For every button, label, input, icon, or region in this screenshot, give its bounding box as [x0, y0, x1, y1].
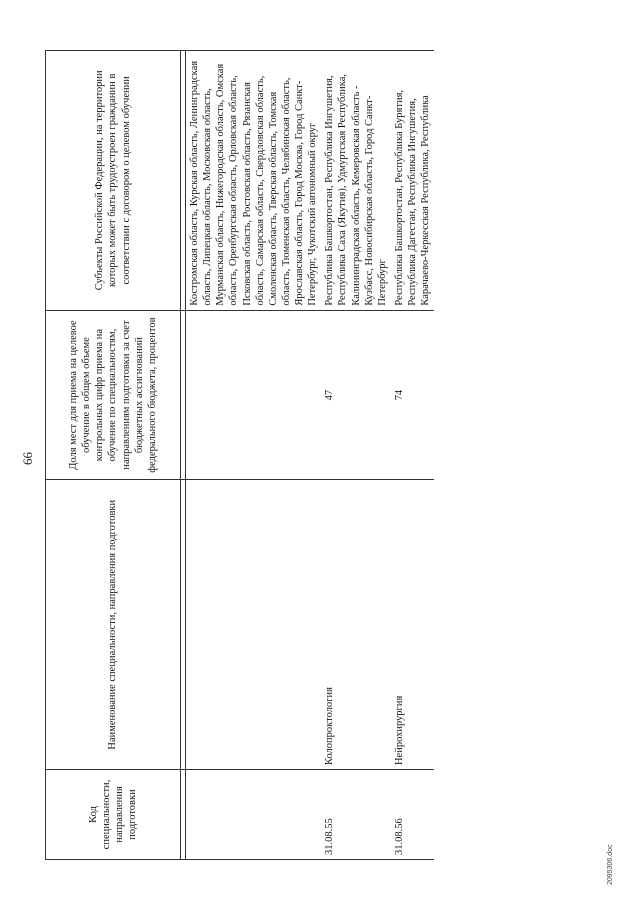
table-row	[186, 51, 322, 860]
cell-regions: Республика Башкортостан, Республика Ингушетия, Республика Саха (Якутия), Удмуртская Республика, Калининградская область, Кемеровская область - Кузбасс, Новосибирская область, Город Санкт-Петербург	[321, 51, 391, 311]
cell-code: 31.08.56	[391, 770, 434, 860]
header-regions: Субъекты Российской Федерации, на территории которых может быть трудоустроен гражданин в соответствии с договором о целевом обучении	[46, 51, 181, 311]
table-row	[391, 51, 434, 860]
cell-name: Колопроктология	[321, 480, 391, 770]
cell-regions: Костромская область, Курская область, Ленинградская область, Липецкая область, Московская область, Мурманская область, Нижегородская область, Омская область, Оренбургская область, Орловская область, Псковская область, Ростовская область, Рязанская область, Самарская область, Свердловская область, Смоленская область, Тверская область, Томская область, Тюменская область, Челябинская область, Ярославская область, Город Москва, Город Санкт-Петербург, Чукотский автономный округ	[186, 51, 322, 311]
table-row	[321, 51, 391, 860]
cell-share	[186, 310, 322, 480]
cell-name	[186, 480, 322, 770]
cell-code: 31.08.55	[321, 770, 391, 860]
cell-share: 74	[391, 310, 434, 480]
header-name: Наименование специальности, направления подготовки	[46, 480, 181, 770]
cell-code	[186, 770, 322, 860]
table-header-row	[46, 51, 181, 860]
document-footer-filename: 2095306.doc	[607, 844, 614, 885]
target-admission-table	[45, 50, 434, 860]
cell-name: Нейрохирургия	[391, 480, 434, 770]
cell-regions: Республика Башкортостан, Республика Бурятия, Республика Дагестан, Республика Ингушетия, Карачаево-Черкесская Республика, Республика	[391, 51, 434, 311]
page-number: 66	[20, 452, 35, 465]
header-code: Код специальности, направления подготовки	[46, 770, 181, 860]
cell-share: 47	[321, 310, 391, 480]
header-share: Доля мест для приема на целевое обучение в общем объеме контрольных цифр приема на обучение по специальностям, направлениям подготовки за счет бюджетных ассигнований федерального бюджета, процентов	[46, 310, 181, 480]
